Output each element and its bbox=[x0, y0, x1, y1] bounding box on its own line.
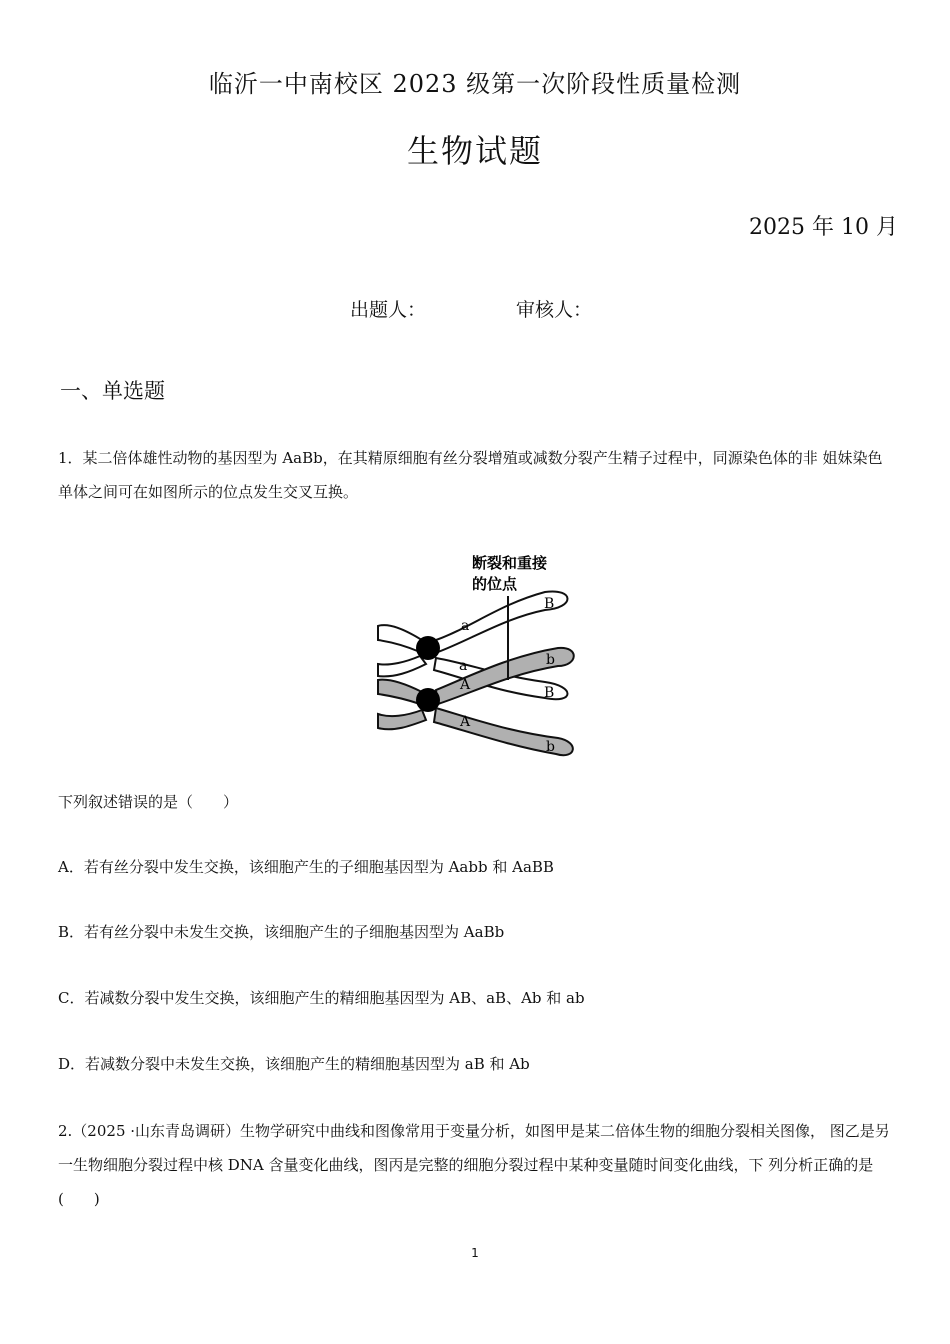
question-1-stem: 下列叙述错误的是（ ） bbox=[58, 793, 239, 811]
section-title: 一、单选题 bbox=[60, 379, 165, 403]
question-1-text: 1．某二倍体雄性动物的基因型为 AaBb，在其精原细胞有丝分裂增殖或减数分裂产生精子过程中，同源染色体的非 姐妹染色单体之间可在如图所示的位点发生交叉互换。 bbox=[58, 449, 883, 501]
allele-label: A bbox=[460, 714, 471, 730]
allele-label: B bbox=[544, 685, 555, 701]
allele-label: A bbox=[460, 677, 471, 693]
allele-label: b bbox=[546, 739, 555, 755]
figure-caption-line1: 断裂和重接 bbox=[472, 554, 548, 572]
setter-label: 出题人： bbox=[350, 299, 427, 321]
reviewer-label: 审核人： bbox=[516, 299, 593, 321]
allele-label: a bbox=[461, 618, 470, 634]
option-a: A．若有丝分裂中发生交换，该细胞产生的子细胞基因型为 Aabb 和 AaBB bbox=[58, 858, 554, 876]
option-d: D．若减数分裂中未发生交换，该细胞产生的精细胞基因型为 aB 和 Ab bbox=[58, 1055, 530, 1073]
exam-subtitle: 生物试题 bbox=[406, 132, 543, 170]
centromere-upper bbox=[416, 636, 440, 660]
exam-date: 2025 年 10 月 bbox=[749, 215, 898, 240]
exam-title: 临沂一中南校区 2023 级第一次阶段性质量检测 bbox=[208, 70, 742, 98]
crossing-over-figure bbox=[370, 548, 580, 758]
gray-chromatid-upper-left bbox=[378, 680, 422, 704]
allele-label: b bbox=[546, 652, 555, 668]
centromere-lower bbox=[416, 688, 440, 712]
allele-label: B bbox=[544, 596, 555, 612]
allele-label: a bbox=[459, 658, 468, 674]
option-b: B．若有丝分裂中未发生交换，该细胞产生的子细胞基因型为 AaBb bbox=[58, 923, 505, 941]
gray-chromatid-lower-left bbox=[378, 710, 426, 729]
page-number: 1 bbox=[471, 1246, 479, 1260]
figure-caption-line2: 的位点 bbox=[472, 575, 518, 593]
question-2-text: 2.（2025 ·山东青岛调研）生物学研究中曲线和图像常用于变量分析，如图甲是某二倍体生物的细胞分裂相关图像， 图乙是另一生物细胞分裂过程中核 DNA 含量变化曲线，图丙是完整的细胞分裂过程中某种变量随时间变化曲线，下 列分析正确的是( ) bbox=[58, 1122, 890, 1208]
white-chromatid-lower-left bbox=[378, 656, 426, 676]
option-c: C．若减数分裂中发生交换，该细胞产生的精细胞基因型为 AB、aB、Ab 和 ab bbox=[58, 989, 585, 1007]
